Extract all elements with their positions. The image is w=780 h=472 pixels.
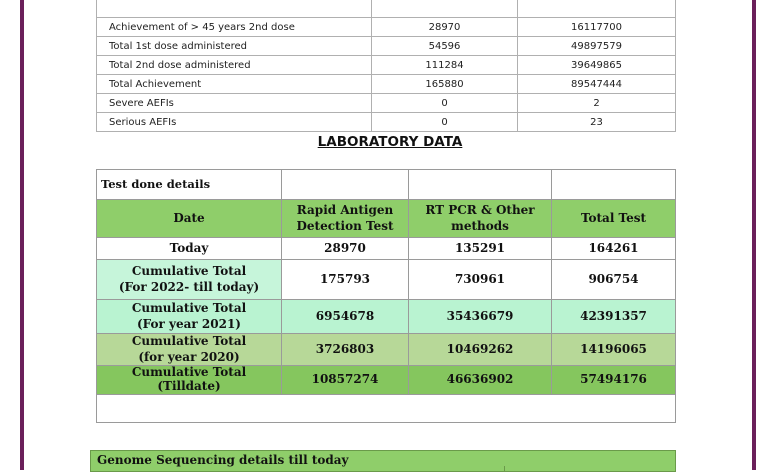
table-row [97, 238, 676, 260]
row-label: Cumulative Total (For year 2021) [97, 300, 282, 334]
genome-sequencing-title: Genome Sequencing details till today [97, 453, 349, 467]
table-row [97, 37, 676, 56]
column-header-rt-pcr: RT PCR & Other methods [409, 200, 552, 238]
rapid-antigen-value: 28970 [282, 238, 409, 260]
row-label: Cumulative Total (for year 2020) [97, 334, 282, 366]
vaccination-cumulative-value: 39649865 [518, 56, 676, 75]
vaccination-table [96, 0, 676, 132]
rapid-antigen-value: 6954678 [282, 300, 409, 334]
column-header-total-test: Total Test [552, 200, 676, 238]
rt-pcr-value: 135291 [409, 238, 552, 260]
table-row [97, 260, 676, 300]
table-row [97, 18, 676, 37]
table-row [97, 334, 676, 366]
vaccination-today-value: 0 [372, 113, 518, 132]
table-row [97, 75, 676, 94]
vaccination-today-value: 0 [372, 94, 518, 113]
laboratory-data-title: LABORATORY DATA [317, 134, 463, 150]
genome-column-divider [504, 466, 505, 472]
vaccination-label: Total Achievement [97, 75, 372, 94]
vaccination-cumulative-value: 2 [518, 94, 676, 113]
vaccination-today-value: 111284 [372, 56, 518, 75]
vaccination-today-value: 28970 [372, 18, 518, 37]
genome-sequencing-header [90, 450, 676, 472]
vaccination-label: Serious AEFIs [97, 113, 372, 132]
rapid-antigen-value: 3726803 [282, 334, 409, 366]
vaccination-cumulative-value: 23 [518, 113, 676, 132]
table-row [97, 170, 676, 200]
table-header-row [97, 200, 676, 238]
test-done-details-label: Test done details [97, 170, 282, 200]
section-title [0, 134, 780, 150]
total-test-value: 164261 [552, 238, 676, 260]
rt-pcr-value: 730961 [409, 260, 552, 300]
total-test-value: 57494176 [552, 366, 676, 395]
vaccination-label: Achievement of > 45 years 2nd dose [97, 18, 372, 37]
table-row [97, 300, 676, 334]
total-test-value: 14196065 [552, 334, 676, 366]
table-row [97, 366, 676, 395]
vaccination-label: Total 1st dose administered [97, 37, 372, 56]
table-row [97, 56, 676, 75]
table-row [97, 94, 676, 113]
table-row [97, 0, 676, 18]
total-test-value: 906754 [552, 260, 676, 300]
page-frame-left [20, 0, 24, 470]
table-row [97, 394, 676, 422]
row-label: Today [97, 238, 282, 260]
vaccination-today-value: 54596 [372, 37, 518, 56]
rapid-antigen-value: 175793 [282, 260, 409, 300]
vaccination-cumulative-value: 89547444 [518, 75, 676, 94]
page-frame-right [752, 0, 756, 470]
laboratory-table [96, 169, 676, 423]
total-test-value: 42391357 [552, 300, 676, 334]
vaccination-label: Total 2nd dose administered [97, 56, 372, 75]
rt-pcr-value: 10469262 [409, 334, 552, 366]
column-header-rapid-antigen: Rapid Antigen Detection Test [282, 200, 409, 238]
vaccination-cumulative-value: 16117700 [518, 18, 676, 37]
vaccination-label: Severe AEFIs [97, 94, 372, 113]
column-header-date: Date [97, 200, 282, 238]
table-row [97, 113, 676, 132]
row-label: Cumulative Total (Tilldate) [97, 366, 282, 395]
vaccination-today-value: 165880 [372, 75, 518, 94]
rt-pcr-value: 46636902 [409, 366, 552, 395]
rt-pcr-value: 35436679 [409, 300, 552, 334]
rapid-antigen-value: 10857274 [282, 366, 409, 395]
row-label: Cumulative Total (For 2022- till today) [97, 260, 282, 300]
vaccination-cumulative-value: 49897579 [518, 37, 676, 56]
